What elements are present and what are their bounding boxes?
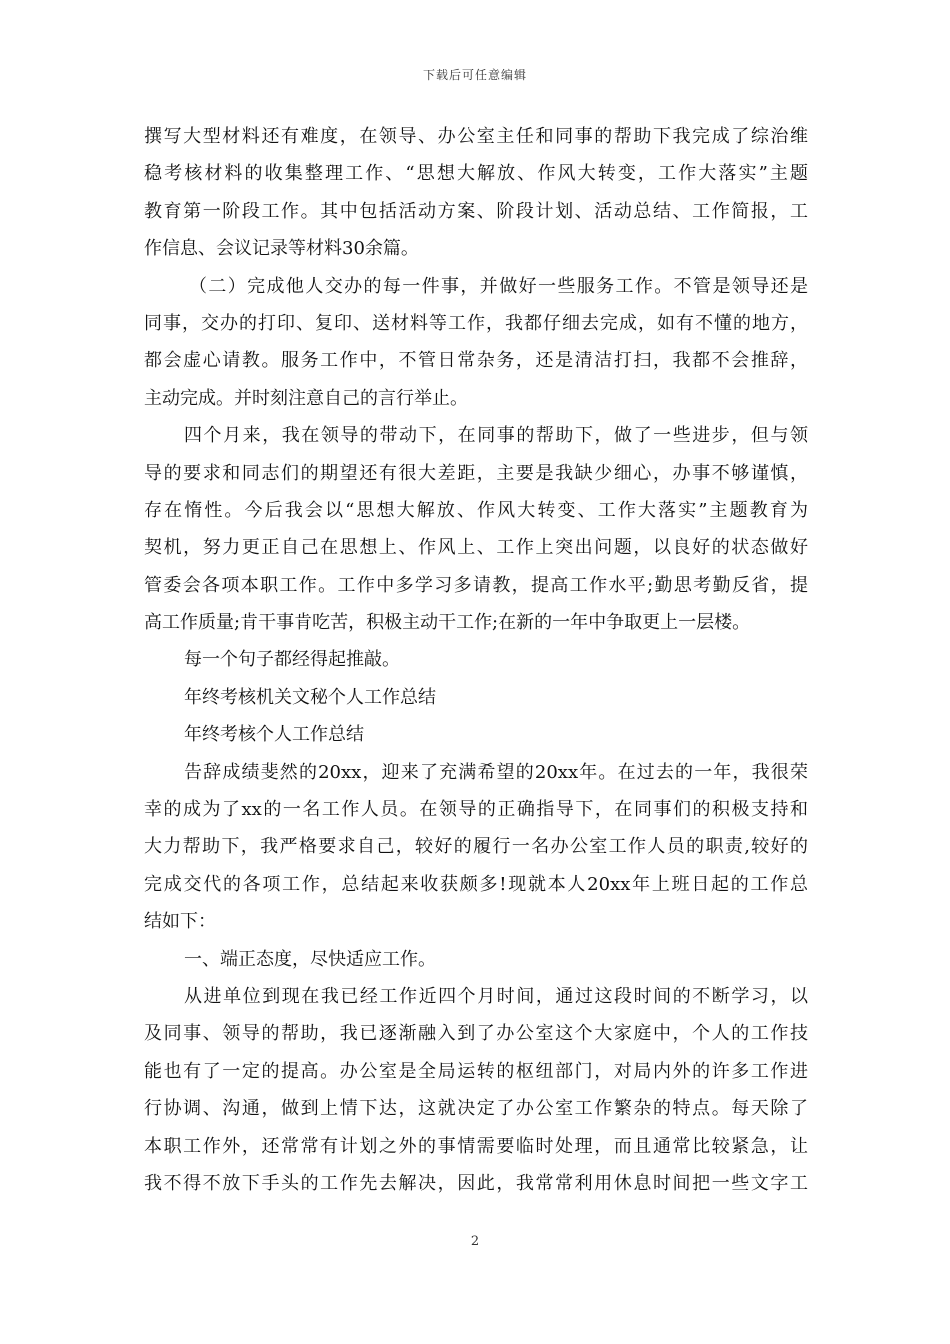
text-line: 教育第一阶段工作。其中包括活动方案、阶段计划、活动总结、工作简报，工 <box>144 200 808 222</box>
text-line: 一、端正态度，尽快适应工作。 <box>184 948 436 970</box>
section-heading <box>144 716 808 753</box>
text-line: 都会虚心请教。服务工作中，不管日常杂务，还是清洁打扫，我都不会推辞， <box>144 350 808 372</box>
text-line: 我不得不放下手头的工作先去解决，因此，我常常利用休息时间把一些文字工 <box>144 1172 808 1194</box>
text-line: 大力帮助下，我严格要求自己，较好的履行一名办公室工作人员的职责,较好的 <box>144 836 808 858</box>
page-number: 2 <box>470 1234 480 1249</box>
text-line: 四个月来，我在领导的带动下，在同事的帮助下，做了一些进步，但与领 <box>184 425 808 447</box>
section-heading <box>144 941 808 978</box>
paragraph <box>144 754 808 941</box>
paragraph <box>144 118 808 268</box>
text-line: （二）完成他人交办的每一件事，并做好一些服务工作。不管是领导还是 <box>189 275 808 297</box>
text-line: 结如下： <box>144 911 216 933</box>
text-line: 告辞成绩斐然的20xx，迎来了充满希望的20xx年。在过去的一年，我很荣 <box>184 761 808 783</box>
text-line: 撰写大型材料还有难度，在领导、办公室主任和同事的帮助下我完成了综治维 <box>144 126 808 147</box>
section-heading <box>144 679 808 716</box>
text-line: 契机，努力更正自己在思想上、作风上、工作上突出问题，以良好的状态做好 <box>144 537 808 559</box>
text-line: 导的要求和同志们的期望还有很大差距，主要是我缺少细心，办事不够谨慎， <box>144 462 808 484</box>
paragraph <box>144 268 808 418</box>
text-line: 作信息、会议记录等材料30余篇。 <box>144 238 419 260</box>
text-line: 年终考核个人工作总结 <box>184 724 364 746</box>
text-line: 稳考核材料的收集整理工作、“思想大解放、作风大转变，工作大落实”主题 <box>144 163 808 185</box>
text-line: 完成交代的各项工作，总结起来收获颇多!现就本人20xx年上班日起的工作总 <box>144 873 808 895</box>
text-line: 本职工作外，还常常有计划之外的事情需要临时处理，而且通常比较紧急，让 <box>144 1135 808 1157</box>
page-header: 下载后可任意编辑 <box>422 68 527 82</box>
text-line: 幸的成为了xx的一名工作人员。在领导的正确指导下，在同事们的积极支持和 <box>144 799 808 821</box>
text-line: 同事，交办的打印、复印、送材料等工作，我都仔细去完成，如有不懂的地方， <box>144 312 808 334</box>
text-line: 从进单位到现在我已经工作近四个月时间，通过这段时间的不断学习，以 <box>184 985 808 1007</box>
text-line: 年终考核机关文秘个人工作总结 <box>184 686 436 708</box>
text-line: 及同事、领导的帮助，我已逐渐融入到了办公室这个大家庭中，个人的工作技 <box>144 1023 808 1045</box>
document-body <box>144 118 808 1202</box>
text-line: 管委会各项本职工作。工作中多学习多请教，提高工作水平;勤思考勤反省，提 <box>144 574 808 596</box>
text-line: 高工作质量;肯干事肯吃苦，积极主动干工作;在新的一年中争取更上一层楼。 <box>144 612 751 634</box>
text-line: 每一个句子都经得起推敲。 <box>184 649 400 671</box>
text-line: 行协调、沟通，做到上情下达，这就决定了办公室工作繁杂的特点。每天除了 <box>144 1098 808 1120</box>
paragraph <box>144 641 808 678</box>
paragraph <box>144 978 808 1202</box>
text-line: 能也有了一定的提高。办公室是全局运转的枢纽部门，对局内外的许多工作进 <box>144 1060 808 1082</box>
text-line: 主动完成。并时刻注意自己的言行举止。 <box>144 387 468 409</box>
text-line: 存在惰性。今后我会以“思想大解放、作风大转变、工作大落实”主题教育为 <box>144 499 808 521</box>
paragraph <box>144 417 808 641</box>
